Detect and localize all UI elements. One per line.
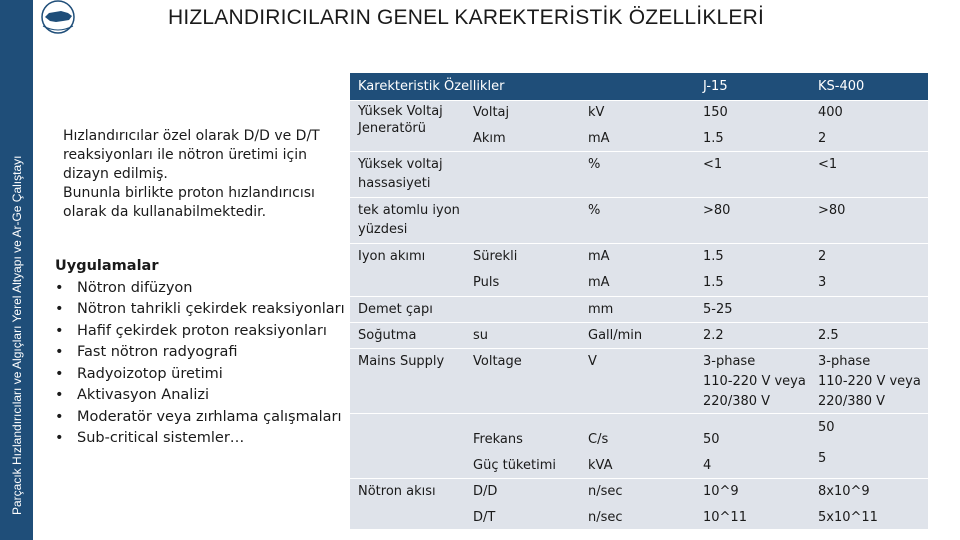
label-neutron-flux: Nötron akısı <box>358 484 436 499</box>
spec-table <box>350 73 928 529</box>
applications-title: Uygulamalar <box>55 258 159 274</box>
label-atomic-percent: tek atomlu iyon yüzdesi <box>358 203 460 237</box>
ks400-dd: 8x10^9 <box>818 484 870 499</box>
row-divider <box>350 151 928 152</box>
ks400-precision: <1 <box>818 157 838 172</box>
j15-pulse: 1.5 <box>703 275 724 290</box>
j15-mains-line1: 3-phase <box>703 354 756 369</box>
j15-precision: <1 <box>703 157 723 172</box>
bullet-icon: • <box>55 387 64 403</box>
turkey-map-logo-icon <box>39 0 77 36</box>
header-j15: J-15 <box>703 79 728 94</box>
ks400-pulse: 3 <box>818 275 827 290</box>
row-divider <box>350 296 928 297</box>
sub-frequency: Frekans <box>473 432 523 447</box>
sub-pulse: Puls <box>473 275 500 290</box>
label-voltage-precision: Yüksek voltaj hassasiyeti <box>358 157 443 191</box>
unit-kv: kV <box>588 105 605 120</box>
unit-nsec: n/sec <box>588 510 623 525</box>
list-item: • Sub-critical sistemler… <box>55 428 355 450</box>
bullet-icon: • <box>55 301 64 317</box>
list-item: • Nötron difüzyon <box>55 278 355 300</box>
unit-mm: mm <box>588 302 614 317</box>
row-divider <box>350 413 928 414</box>
sub-power: Güç tüketimi <box>473 458 556 473</box>
ks400-cooling: 2.5 <box>818 328 839 343</box>
unit-volt: V <box>588 354 597 369</box>
unit-cs: C/s <box>588 432 609 447</box>
list-item: • Radyoizotop üretimi <box>55 364 355 386</box>
row-divider <box>350 478 928 479</box>
ks400-mains-line1: 3-phase <box>818 354 871 369</box>
j15-mains-line3: 220/380 V <box>703 394 771 409</box>
unit-percent: % <box>588 203 601 218</box>
bullet-icon: • <box>55 279 64 296</box>
label-mains-supply: Mains Supply <box>358 354 445 369</box>
sidebar-banner <box>0 0 33 540</box>
label-ion-current: Iyon akımı <box>358 249 426 264</box>
j15-dt: 10^11 <box>703 510 747 525</box>
sub-continuous: Sürekli <box>473 249 518 264</box>
list-item: • Nötron tahrikli çekirdek reaksiyonları <box>55 299 355 321</box>
sub-current: Akım <box>473 131 506 146</box>
j15-dd: 10^9 <box>703 484 739 499</box>
ks400-mains-line3: 220/380 V <box>818 394 886 409</box>
j15-voltage: 150 <box>703 105 728 120</box>
ks400-voltage: 400 <box>818 105 843 120</box>
applications-list <box>55 278 355 450</box>
sub-dd: D/D <box>473 484 498 499</box>
bullet-icon: • <box>55 430 64 446</box>
unit-kva: kVA <box>588 458 613 473</box>
sub-mains-voltage: Voltage <box>473 354 522 369</box>
page-title: HIZLANDIRICILARIN GENEL KAREKTERİSTİK ÖZELLİKLERİ <box>168 6 765 29</box>
intro-text <box>63 127 343 222</box>
unit-ma: mA <box>588 249 610 264</box>
j15-atomic: >80 <box>703 203 731 218</box>
row-divider <box>350 348 928 349</box>
header-feature: Karekteristik Özellikler <box>358 79 505 94</box>
list-item: • Moderatör veya zırhlama çalışmaları <box>55 407 355 429</box>
label-voltage-generator: Yüksek Voltaj Jeneratörü <box>358 104 443 136</box>
row-divider <box>350 197 928 198</box>
intro-line-1: Hızlandırıcılar özel olarak D/D ve D/T reaksiyonları ile nötron üretimi için dizayn edilmiş. <box>63 128 320 182</box>
list-item: • Aktivasyon Analizi <box>55 385 355 407</box>
row-divider <box>350 243 928 244</box>
sub-voltage: Voltaj <box>473 105 510 120</box>
list-item: • Fast nötron radyografi <box>55 342 355 364</box>
j15-mains-line2: 110-220 V veya <box>703 374 806 389</box>
bullet-icon: • <box>55 365 64 382</box>
j15-diameter: 5-25 <box>703 302 733 317</box>
list-item: • Hafif çekirdek proton reaksiyonları <box>55 321 355 343</box>
ks400-current: 2 <box>818 131 827 146</box>
ks400-power: 5 <box>818 451 827 466</box>
j15-continuous: 1.5 <box>703 249 724 264</box>
label-target-diameter: Demet çapı <box>358 302 433 317</box>
unit-percent: % <box>588 157 601 172</box>
ks400-mains-line2: 110-220 V veya <box>818 374 921 389</box>
label-cooling: Soğutma <box>358 328 417 343</box>
bullet-icon: • <box>55 322 64 339</box>
ks400-atomic: >80 <box>818 203 846 218</box>
sub-dt: D/T <box>473 510 496 525</box>
bullet-icon: • <box>55 408 64 425</box>
unit-nsec: n/sec <box>588 484 623 499</box>
header-ks400: KS-400 <box>818 79 865 94</box>
unit-gall-min: Gall/min <box>588 328 643 343</box>
j15-frequency: 50 <box>703 432 720 447</box>
j15-current: 1.5 <box>703 131 724 146</box>
ks400-dt: 5x10^11 <box>818 510 878 525</box>
applications-section <box>55 256 355 450</box>
bullet-icon: • <box>55 344 64 360</box>
j15-cooling: 2.2 <box>703 328 724 343</box>
unit-ma: mA <box>588 131 610 146</box>
unit-ma: mA <box>588 275 610 290</box>
row-divider <box>350 100 928 101</box>
ks400-continuous: 2 <box>818 249 827 264</box>
workshop-title: Parçacık Hızlandırıcıları ve Algıçları Yerel Altyapı ve Ar-Ge Çalıştayı <box>10 155 24 515</box>
row-divider <box>350 322 928 323</box>
j15-power: 4 <box>703 458 712 473</box>
intro-line-2: Bununla birlikte proton hızlandırıcısı olarak da kullanabilmektedir. <box>63 185 315 220</box>
sub-cooling-medium: su <box>473 328 489 343</box>
ks400-frequency: 50 <box>818 420 835 435</box>
